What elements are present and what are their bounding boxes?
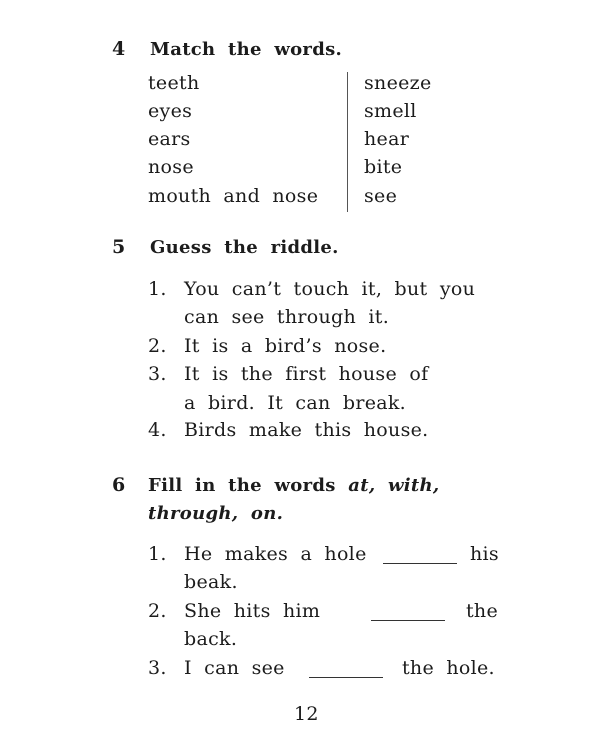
item-text: He makes a hole — [184, 543, 367, 565]
item-number: 2. — [148, 335, 167, 357]
item-text: I can see — [184, 657, 285, 679]
item-text: back. — [184, 628, 238, 650]
answer-blank[interactable] — [371, 619, 445, 621]
item-text: the — [466, 600, 499, 622]
word-left: nose — [148, 156, 194, 178]
item-text: She hits him — [184, 600, 321, 622]
word-left: eyes — [148, 100, 193, 122]
item-text: Birds make this house. — [184, 419, 429, 441]
item-number: 3. — [148, 363, 167, 385]
word-left: mouth and nose — [148, 185, 319, 207]
item-number: 1. — [148, 543, 167, 565]
exercise-title-words: at, with, — [348, 475, 440, 496]
item-text: his — [470, 543, 499, 565]
item-text: can see through it. — [184, 306, 390, 328]
item-number: 3. — [148, 657, 167, 679]
word-left: teeth — [148, 72, 200, 94]
exercise-title: Guess the riddle. — [150, 237, 339, 258]
item-text: the hole. — [402, 657, 495, 679]
word-right: sneeze — [364, 72, 432, 94]
exercise-title — [148, 475, 439, 496]
word-right: see — [364, 185, 398, 207]
answer-blank[interactable] — [309, 676, 383, 678]
exercise-title-text: Fill in the words — [148, 475, 336, 496]
exercise-number: 5 — [112, 236, 126, 258]
word-right: hear — [364, 128, 410, 150]
word-right: smell — [364, 100, 417, 122]
item-text: a bird. It can break. — [184, 392, 407, 414]
item-number: 1. — [148, 278, 167, 300]
item-text: You can’t touch it, but you — [184, 278, 476, 300]
item-text: It is a bird’s nose. — [184, 335, 387, 357]
word-right: bite — [364, 156, 403, 178]
item-text: It is the first house of — [184, 363, 429, 385]
item-number: 2. — [148, 600, 167, 622]
answer-blank[interactable] — [383, 562, 457, 564]
exercise-number: 6 — [112, 474, 126, 496]
word-left: ears — [148, 128, 191, 150]
item-number: 4. — [148, 419, 167, 441]
item-text: beak. — [184, 571, 238, 593]
exercise-title-words: through, on. — [148, 503, 284, 524]
exercise-title: Match the words. — [150, 39, 343, 60]
column-divider — [347, 72, 348, 212]
exercise-number: 4 — [112, 38, 126, 60]
page-number: 12 — [294, 703, 319, 725]
